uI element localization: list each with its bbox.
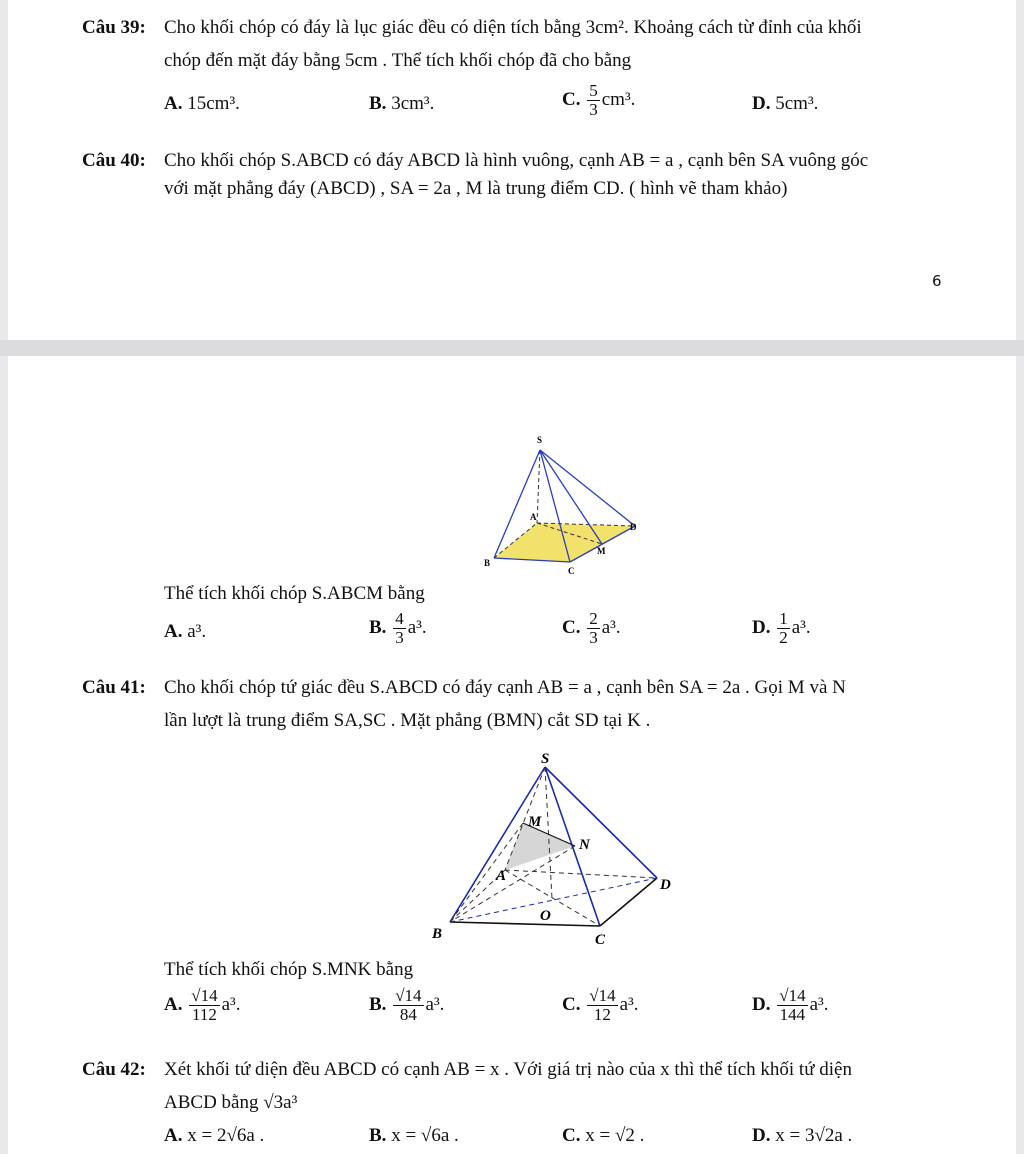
fraction: $\frac{4}{3}$ [395, 609, 404, 647]
option-tail: cm³. [601, 88, 636, 110]
option-tail: a³. [809, 993, 829, 1015]
label-s: S [537, 435, 543, 445]
label-c: C [568, 566, 575, 575]
option-key: A. [164, 993, 183, 1015]
q41-option-b [369, 987, 444, 1024]
label-b: B [432, 926, 443, 942]
option-tail: a³. [601, 616, 621, 638]
label-m: M [528, 814, 542, 830]
option-tail: a³. [221, 993, 241, 1015]
fraction: $\frac{1}{2}$ [779, 609, 788, 647]
q41-pyramid-figure [420, 745, 680, 950]
q42-option-c [562, 1125, 644, 1147]
option-key: A. [164, 621, 183, 642]
q40-option-d [752, 610, 811, 647]
page-gap [0, 340, 1024, 356]
option-text: x = 3√2a . [775, 1125, 853, 1146]
option-key: D. [752, 616, 771, 638]
page-number: 6 [932, 272, 942, 290]
q39-option-c [562, 82, 635, 119]
label-c: C [595, 932, 606, 948]
q42-option-b [369, 1125, 459, 1147]
q42-line2: ABCD bằng √3a³ [164, 1092, 298, 1113]
q39-option-a [164, 93, 240, 115]
fraction: $\frac{√14}{12}$ [589, 986, 616, 1024]
option-text: 15cm³. [187, 93, 240, 114]
q42-line1: Xét khối tứ diện đều ABCD có cạnh AB = x . Với giá trị nào của x thì thể tích khối tứ diện [164, 1059, 852, 1080]
option-text: 5cm³. [775, 93, 819, 114]
option-key: D. [752, 93, 771, 114]
q41-line1: Cho khối chóp tứ giác đều S.ABCD có đáy cạnh AB = a , cạnh bên SA = 2a . Gọi M và N [164, 677, 846, 698]
option-key: C. [562, 88, 581, 110]
option-text: x = √6a . [391, 1125, 459, 1146]
q40-line1: Cho khối chóp S.ABCD có đáy ABCD là hình vuông, cạnh AB = a , cạnh bên SA vuông góc [164, 150, 869, 171]
q40-line2: với mặt phẳng đáy (ABCD) , SA = 2a , M là trung điểm CD. ( hình vẽ tham khảo) [164, 178, 788, 199]
q39-option-b [369, 93, 434, 115]
option-text: x = 2√6a . [187, 1125, 265, 1146]
q40-option-c [562, 610, 621, 647]
fraction: $\frac{√14}{84}$ [395, 986, 422, 1024]
option-key: B. [369, 993, 387, 1015]
option-text: 3cm³. [391, 93, 435, 114]
fraction: $\frac{5}{3}$ [589, 81, 598, 119]
label-n: N [579, 837, 590, 853]
option-key: B. [369, 1125, 387, 1146]
q40-question: Thể tích khối chóp S.ABCM bằng [164, 583, 425, 604]
option-key: A. [164, 93, 183, 114]
label-m: M [597, 546, 606, 556]
q41-line2: lần lượt là trung điểm SA,SC . Mặt phẳng (BMN) cắt SD tại K . [164, 710, 651, 731]
option-text: a³. [187, 621, 207, 642]
q39-line2: chóp đến mặt đáy bằng 5cm . Thể tích khối chóp đã cho bằng [164, 50, 632, 71]
q41-option-d [752, 987, 828, 1024]
q39-option-d [752, 93, 818, 115]
q40-option-a [164, 621, 206, 643]
option-key: D. [752, 1125, 771, 1146]
q42-option-a [164, 1125, 264, 1147]
q40-label: Câu 40: [82, 150, 146, 171]
q39-label: Câu 39: [82, 17, 146, 38]
option-key: C. [562, 993, 581, 1015]
option-text: x = √2 . [585, 1125, 645, 1146]
option-tail: a³. [407, 616, 427, 638]
q41-option-a [164, 987, 240, 1024]
q39-line1: Cho khối chóp có đáy là lục giác đều có diện tích bằng 3cm². Khoảng cách từ đỉnh của khối [164, 17, 862, 38]
option-tail: a³. [619, 993, 639, 1015]
label-s: S [541, 751, 550, 767]
label-o: O [540, 908, 551, 924]
q41-question: Thể tích khối chóp S.MNK bằng [164, 959, 414, 980]
q42-option-d [752, 1125, 852, 1147]
fraction: $\frac{√14}{112}$ [191, 986, 218, 1024]
fraction: $\frac{2}{3}$ [589, 609, 598, 647]
label-d: D [660, 877, 671, 893]
option-tail: a³. [791, 616, 811, 638]
option-key: A. [164, 1125, 183, 1146]
label-d: D [630, 522, 637, 532]
label-a: A [530, 512, 537, 522]
option-key: C. [562, 1125, 581, 1146]
label-b: B [484, 558, 491, 568]
q41-option-c [562, 987, 638, 1024]
fraction: $\frac{√14}{144}$ [779, 986, 806, 1024]
option-key: D. [752, 993, 771, 1015]
label-a: A [496, 868, 507, 884]
option-key: B. [369, 93, 387, 114]
q42-label: Câu 42: [82, 1059, 146, 1080]
option-key: B. [369, 616, 387, 638]
option-key: C. [562, 616, 581, 638]
q41-label: Câu 41: [82, 677, 146, 698]
option-tail: a³. [425, 993, 445, 1015]
q40-option-b [369, 610, 427, 647]
q40-pyramid-figure [460, 430, 660, 575]
